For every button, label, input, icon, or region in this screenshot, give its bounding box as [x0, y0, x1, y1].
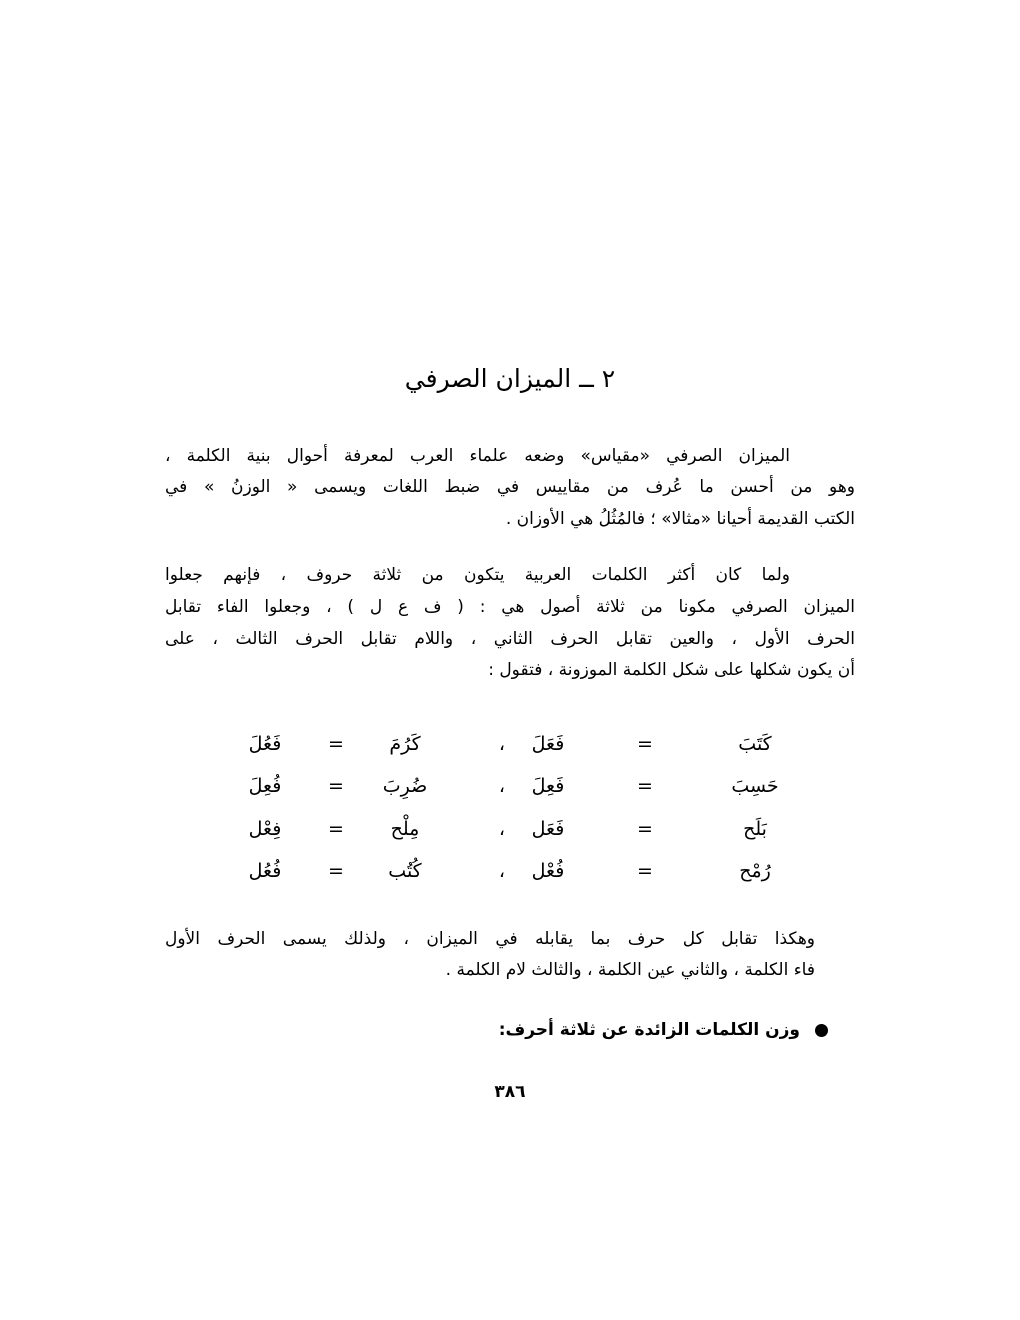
example-word: كَرُمَ	[389, 733, 421, 755]
example-equals-sign: =	[637, 775, 653, 797]
example-word: ضُرِبَ	[382, 775, 428, 797]
example-equals-sign: =	[637, 860, 653, 882]
example-separator: ،	[498, 733, 506, 755]
example-weight: فَعِلَ	[531, 775, 565, 797]
example-word: كُتُب	[388, 860, 422, 882]
example-equals-sign: =	[637, 733, 653, 755]
paragraph-2-line-1: ولما كان أكثر الكلمات العربية يتكون من ثلاثة حروف ، فإنهم جعلوا	[165, 565, 790, 585]
paragraph-1-line-1: الميزان الصرفي «مقياس» وضعه علماء العرب لمعرفة أحوال بنية الكلمة ،	[165, 446, 790, 466]
example-separator: ،	[498, 860, 506, 882]
example-word: رُمْح	[739, 860, 771, 882]
example-equals-sign: =	[328, 818, 344, 840]
example-word: مِلْح	[390, 818, 420, 840]
example-equals-sign: =	[637, 818, 653, 840]
example-word: كَتَبَ	[738, 733, 772, 755]
example-weight: فَعَل	[531, 818, 565, 840]
paragraph-2-line-2: الميزان الصرفي مكونا من ثلاثة أصول هي : ( ف ع ل ) ، وجعلوا الفاء تقابل	[165, 597, 855, 617]
example-weight: فُعْل	[531, 860, 565, 882]
example-weight: فَعُلَ	[248, 733, 282, 755]
example-separator: ،	[498, 818, 506, 840]
paragraph-3-line-2: فاء الكلمة ، والثاني عين الكلمة ، والثالث لام الكلمة .	[445, 960, 815, 980]
example-weight: فِعْل	[248, 818, 282, 840]
example-weight: فَعَلَ	[531, 733, 565, 755]
example-weight: فُعِلَ	[248, 775, 282, 797]
bullet-icon	[815, 1024, 828, 1037]
example-equals-sign: =	[328, 733, 344, 755]
example-word: حَسِبَ	[731, 775, 779, 797]
page-number: ٣٨٦	[494, 1082, 526, 1102]
example-equals-sign: =	[328, 775, 344, 797]
example-equals-sign: =	[328, 860, 344, 882]
section-title: ٢ ــ الميزان الصرفي	[404, 364, 616, 393]
paragraph-2-line-3: الحرف الأول ، والعين تقابل الحرف الثاني ، واللام تقابل الحرف الثالث ، على	[165, 629, 855, 649]
subheading: وزن الكلمات الزائدة عن ثلاثة أحرف:	[498, 1020, 800, 1040]
paragraph-1-line-2: وهو من أحسن ما عُرف من مقاييس في ضبط اللغات ويسمى « الوزنُ » في	[165, 477, 855, 497]
paragraph-3-line-1: وهكذا تقابل كل حرف بما يقابله في الميزان ، ولذلك يسمى الحرف الأول	[165, 929, 815, 949]
paragraph-2-line-4: أن يكون شكلها على شكل الكلمة الموزونة ، فتقول :	[488, 660, 855, 680]
example-word: بَلَح	[743, 818, 767, 840]
paragraph-1-line-3: الكتب القديمة أحيانا «مثالا» ؛ فالمُثُلُ هي الأوزان .	[505, 509, 855, 529]
example-weight: فُعُل	[248, 860, 282, 882]
example-separator: ،	[498, 775, 506, 797]
